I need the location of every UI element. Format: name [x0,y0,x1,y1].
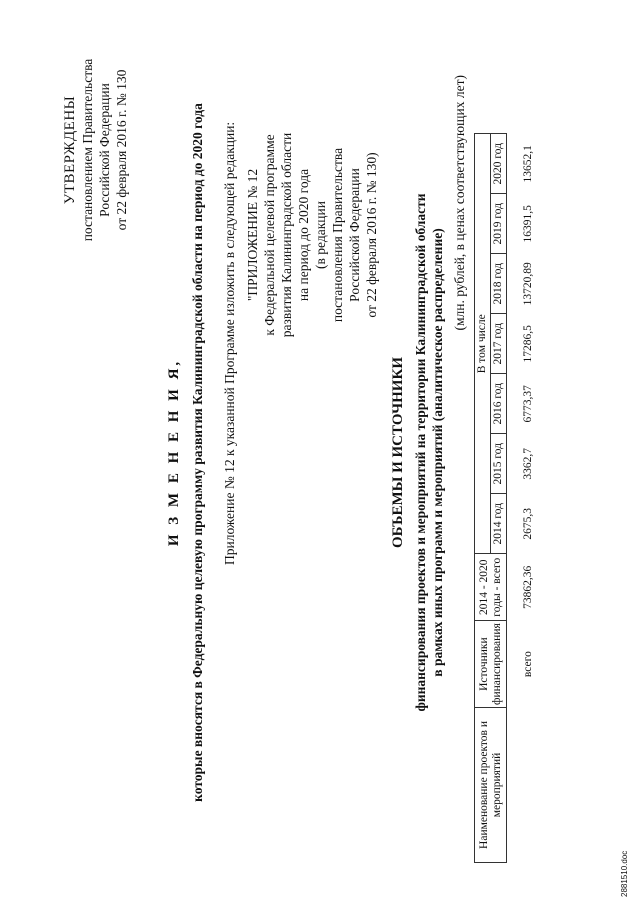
section-subtitle-line: финансирования проектов и мероприятий на территории Калининградской области [413,193,428,712]
appendix-line: (в редакции [313,201,328,269]
header-year: 2020 год [491,134,507,194]
cell-value: 13720,89 [521,262,534,306]
cell-value: 13652,1 [521,145,534,183]
header-year: 2014 год [491,494,507,554]
appendix-line: развития Калининградской области [279,132,294,338]
approval-line: Российской Федерации [97,83,112,217]
cell-value: 17286,5 [521,325,534,363]
header-total: 2014 - 2020 годы - всего [475,554,507,621]
header-year: 2019 год [491,194,507,254]
document-subtitle: которые вносятся в Федеральную целевую программу развития Калининградской области на период до 2020 года [190,103,205,802]
header-year: 2016 год [491,374,507,434]
appendix-line: Российской Федерации [347,168,362,302]
section-subtitle-line: в рамках иных программ и мероприятий (аналитическое распределение) [430,228,445,677]
header-group: В том числе [475,134,491,554]
intro-paragraph: Приложение № 12 к указанной Программе изложить в следующей редакции: [222,121,237,565]
appendix-line: на период до 2020 года [296,168,311,302]
section-title: ОБЪЕМЫ И ИСТОЧНИКИ [390,356,406,549]
appendix-line: от 22 февраля 2016 г. № 130) [364,152,379,318]
appendix-line: к Федеральной целевой программе [262,134,277,336]
cell-value: 2675,3 [521,507,534,540]
header-project-name: Наименование проектов и мероприятий [475,708,507,863]
appendix-line: "ПРИЛОЖЕНИЕ № 12 [245,168,260,302]
cell-value: 6773,37 [521,385,534,423]
header-year: 2015 год [491,434,507,494]
section-subtitle [412,0,446,905]
appendix-block [244,85,380,385]
document-title: И З М Е Н Е Н И Я, [166,358,182,547]
header-year: 2017 год [491,314,507,374]
approval-block [62,0,130,305]
approval-heading: УТВЕРЖДЕНЫ [62,95,78,205]
approval-line: от 22 февраля 2016 г. № 130 [114,69,129,231]
header-year: 2018 год [491,254,507,314]
cell-source: всего [521,651,534,678]
header-source: Источники финансирования [475,621,507,708]
cell-value: 16391,5 [521,205,534,243]
table-row [507,134,550,863]
cell-total: 73862,36 [521,565,534,609]
appendix-line: постановления Правительства [330,147,345,323]
approval-line: постановлением Правительства [80,58,95,242]
cell-value: 3362,7 [521,447,534,480]
financing-table [474,133,549,863]
footer-filename: 2881510.doc [620,850,629,897]
table-header-row [475,134,491,863]
cell-name [507,708,550,863]
unit-note: (млн. рублей, в ценах соответствующих лет) [452,75,467,331]
